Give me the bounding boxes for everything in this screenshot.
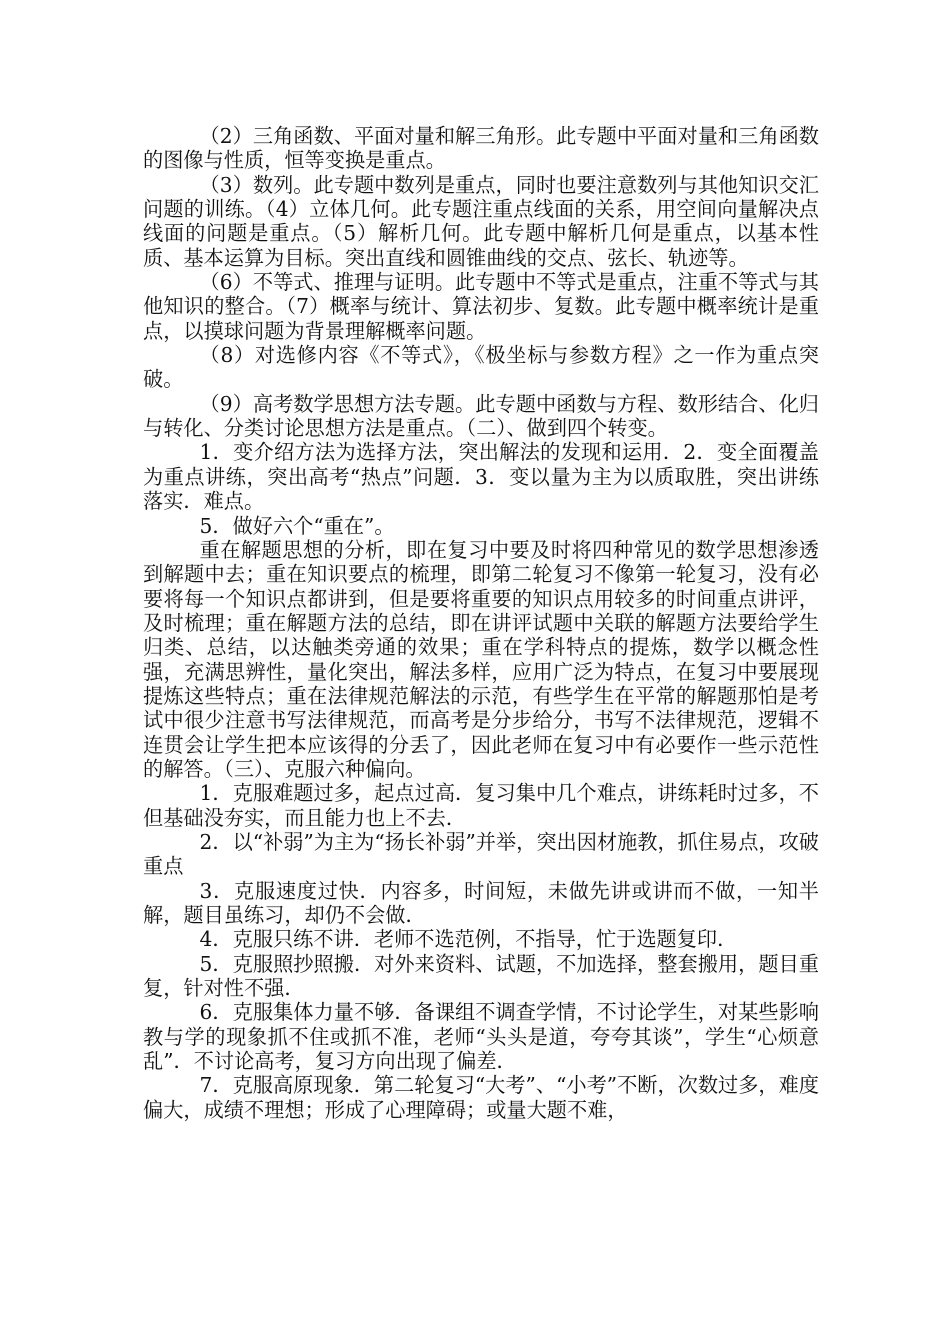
document-body [143, 124, 819, 1122]
paragraph-thinking-methods: （9）高考数学思想方法专题。此专题中函数与方程、数形结合、化归与转化、分类讨论思想方法是重点。（二）、做到四个转变。 [143, 391, 819, 441]
paragraph-inequalities-probability: （6）不等式、推理与证明。此专题中不等式是重点，注重不等式与其他知识的整合。（7）概率与统计、算法初步、复数。此专题中概率统计是重点，以摸球问题为背景理解概率问题。 [143, 270, 819, 343]
paragraph-overcome-2: 2．以“补弱”为主为“扬长补弱”并举，突出因材施教，抓住易点，攻破重点 [143, 829, 819, 879]
paragraph-overcome-3: 3．克服速度过快．内容多，时间短，未做先讲或讲而不做，一知半解，题目虽练习，却仍不会做． [143, 878, 819, 927]
paragraph-sequences-geometry: （3）数列。此专题中数列是重点，同时也要注意数列与其他知识交汇问题的训练。（4）立体几何。此专题注重点线面的关系，用空间向量解决点线面的问题是重点。（5）解析几何。此专题中解析几何是重点，以基本性质、基本运算为目标。突出直线和圆锥曲线的交点、弦长、轨迹等。 [143, 172, 819, 270]
paragraph-six-focuses-heading: 5．做好六个“重在”。 [199, 513, 395, 538]
paragraph-six-focuses: 重在解题思想的分析，即在复习中要及时将四种常见的数学思想渗透到解题中去；重在知识要点的梳理，即第二轮复习不像第一轮复习，没有必要将每一个知识点都讲到，但是要将重要的知识点用较多的时间重点讲评，及时梳理；重在解题方法的总结，即在讲评试题中关联的解题方法要给学生归类、总结，以达触类旁通的效果；重在学科特点的提炼，数学以概念性强，充满思辨性，量化突出，解法多样，应用广泛为特点，在复习中要展现提炼这些特点；重在法律规范解法的示范，有些学生在平常的解题那怕是考试中很少注意书写法律规范，而高考是分步给分，书写不法律规范，逻辑不连贯会让学生把本应该得的分丢了，因此老师在复习中有必要作一些示范性的解答。（三）、克服六种偏向。 [143, 537, 819, 781]
paragraph-overcome-7: 7．克服高原现象．第二轮复习“大考”、“小考”不断，次数过多，难度偏大，成绩不理想；形成了心理障碍；或量大题不难， [143, 1073, 819, 1122]
paragraph-overcome-4: 4．克服只练不讲．老师不选范例，不指导，忙于选题复印． [199, 927, 738, 952]
paragraph-trig-functions: （2）三角函数、平面对量和解三角形。此专题中平面对量和三角函数的图像与性质，恒等变换是重点。 [143, 124, 819, 173]
paragraph-overcome-6: 6．克服集体力量不够．备课组不调查学情，不讨论学生，对某些影响教与学的现象抓不住或抓不准，老师“头头是道，夸夸其谈”，学生“心烦意乱”．不讨论高考，复习方向出现了偏差． [143, 1000, 819, 1074]
paragraph-electives: （8）对选修内容《不等式》，《极坐标与参数方程》之一作为重点突破。 [143, 343, 819, 392]
paragraph-four-changes: 1．变介绍方法为选择方法，突出解法的发现和运用．2．变全面覆盖为重点讲练，突出高考“热点”问题．3．变以量为主为以质取胜，突出讲练落实．难点。 [143, 440, 819, 514]
paragraph-overcome-5: 5．克服照抄照搬．对外来资料、试题，不加选择，整套搬用，题目重复，针对性不强． [143, 951, 819, 1001]
paragraph-overcome-1: 1．克服难题过多，起点过高．复习集中几个难点，讲练耗时过多，不但基础没夯实，而且能力也上不去． [143, 781, 819, 830]
